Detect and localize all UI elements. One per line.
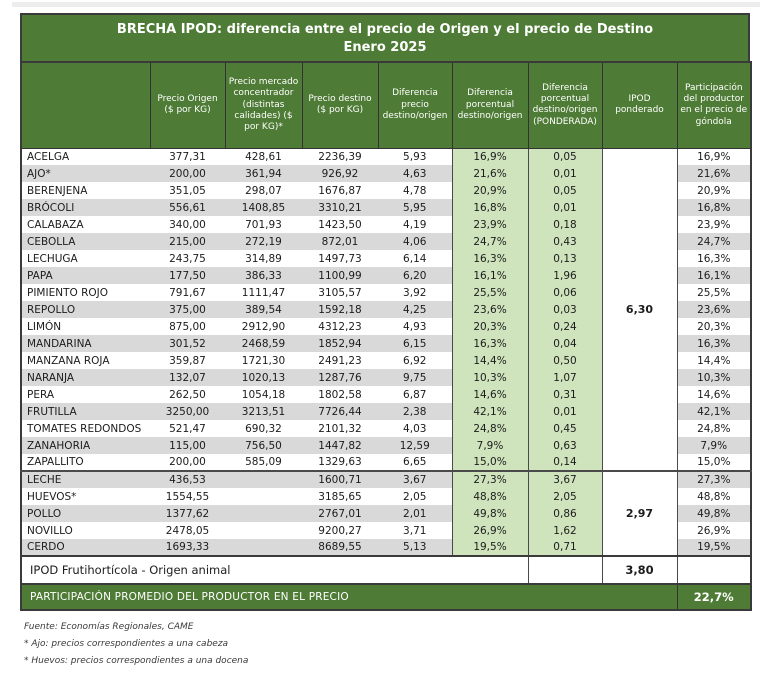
cell-dif-porcentual: 14,6% <box>452 386 528 403</box>
cell-precio-origen: 301,52 <box>150 335 225 352</box>
cell-dif-porcentual: 48,8% <box>452 488 528 505</box>
cell-product: HUEVOS* <box>27 490 77 503</box>
cell-precio-destino: 2101,32 <box>318 422 362 435</box>
cell-precio-origen: 177,50 <box>150 267 225 284</box>
cell-dif-porcentual: 27,3% <box>452 471 528 488</box>
cell-precio-destino: 2767,01 <box>302 505 378 522</box>
col-header-dif-porcentual: Diferencia porcentual destino/origen <box>452 62 528 148</box>
top-edge-strip <box>12 2 760 7</box>
cell-precio-destino: 7726,44 <box>302 403 378 420</box>
cell-dif-porcentual: 16,3% <box>452 335 528 352</box>
cell-precio-origen: 3250,00 <box>150 403 225 420</box>
cell-dif-ponderada: 0,13 <box>528 250 602 267</box>
cell-precio-mercado: 756,50 <box>225 437 302 454</box>
cell-participacion: 48,8% <box>677 488 751 505</box>
col-header-producto <box>21 62 150 148</box>
cell-precio-origen: 2478,05 <box>165 524 210 537</box>
cell-dif-precio: 4,03 <box>403 422 427 435</box>
cell-dif-ponderada: 0,24 <box>528 318 602 335</box>
cell-precio-destino: 1423,50 <box>318 218 362 231</box>
col-header-precio-origen: Precio Origen ($ por KG) <box>150 62 225 148</box>
cell-participacion: 20,3% <box>677 318 751 335</box>
table-row <box>21 471 751 488</box>
cell-precio-mercado <box>225 522 302 539</box>
cell-participacion: 16,3% <box>677 250 751 267</box>
cell-precio-origen: 1377,62 <box>150 505 225 522</box>
cell-dif-ponderada: 0,43 <box>528 233 602 250</box>
cell-dif-ponderada: 1,96 <box>528 267 602 284</box>
cell-product: FRUTILLA <box>21 403 150 420</box>
cell-participacion: 21,6% <box>677 165 751 182</box>
cell-precio-destino: 3185,65 <box>318 490 362 503</box>
participation-label: PARTICIPACIÓN PROMEDIO DEL PRODUCTOR EN EL PRECIO <box>21 584 677 610</box>
cell-dif-precio: 4,06 <box>378 233 452 250</box>
cell-product: LECHE <box>21 471 150 488</box>
cell-dif-ponderada: 0,05 <box>528 182 602 199</box>
cell-dif-precio: 2,38 <box>378 403 452 420</box>
cell-precio-destino: 1329,63 <box>318 456 362 468</box>
cell-precio-origen: 556,61 <box>150 199 225 216</box>
cell-participacion: 16,1% <box>677 267 751 284</box>
cell-precio-destino: 4312,23 <box>318 320 362 333</box>
table-row <box>21 148 751 165</box>
cell-product: CEBOLLA <box>21 233 150 250</box>
cell-product: BERENJENA <box>27 184 88 197</box>
cell-participacion: 20,9% <box>677 182 751 199</box>
cell-precio-origen: 132,07 <box>150 369 225 386</box>
cell-precio-mercado: 2912,90 <box>241 320 286 333</box>
ipod-summary-row <box>21 556 751 584</box>
cell-product: PAPA <box>21 267 150 284</box>
cell-precio-destino: 1447,82 <box>302 437 378 454</box>
cell-dif-ponderada: 3,67 <box>528 471 602 488</box>
cell-dif-precio: 6,92 <box>403 354 427 367</box>
cell-dif-porcentual: 15,0% <box>452 454 528 471</box>
cell-dif-precio: 6,14 <box>403 252 427 265</box>
cell-dif-ponderada: 0,01 <box>528 199 602 216</box>
table-footer-rows <box>21 556 751 610</box>
cell-dif-precio: 2,05 <box>403 490 427 503</box>
cell-precio-destino: 3105,57 <box>318 286 362 299</box>
cell-precio-mercado: 298,07 <box>245 184 282 197</box>
cell-dif-ponderada: 0,14 <box>528 454 602 471</box>
cell-precio-origen: 262,50 <box>169 388 206 401</box>
cell-dif-porcentual: 10,3% <box>452 369 528 386</box>
cell-dif-porcentual: 24,7% <box>452 233 528 250</box>
cell-participacion: 24,8% <box>677 420 751 437</box>
cell-dif-porcentual: 14,4% <box>452 352 528 369</box>
cell-dif-ponderada: 0,31 <box>528 386 602 403</box>
table-title <box>20 13 750 61</box>
col-header-dif-ponderada: Diferencia porcentual destino/origen (PONDERADA) <box>528 62 602 148</box>
cell-dif-ponderada: 0,04 <box>528 335 602 352</box>
cell-participacion: 15,0% <box>677 454 751 471</box>
cell-precio-mercado: 1054,18 <box>241 388 286 401</box>
cell-dif-porcentual: 42,1% <box>452 403 528 420</box>
cell-precio-mercado: 314,89 <box>245 252 282 265</box>
cell-dif-precio: 4,19 <box>403 218 427 231</box>
cell-dif-precio: 4,78 <box>403 184 427 197</box>
cell-precio-origen: 1693,33 <box>150 539 225 556</box>
cell-precio-mercado: 361,94 <box>225 165 302 182</box>
cell-precio-origen: 359,87 <box>169 354 206 367</box>
cell-precio-destino: 1676,87 <box>318 184 362 197</box>
cell-product: NARANJA <box>21 369 150 386</box>
cell-participacion: 23,9% <box>677 216 751 233</box>
cell-dif-precio: 6,20 <box>378 267 452 284</box>
cell-dif-ponderada: 1,07 <box>528 369 602 386</box>
ipod-report <box>20 13 750 670</box>
cell-participacion: 10,3% <box>677 369 751 386</box>
cell-dif-precio: 12,59 <box>378 437 452 454</box>
table-header <box>21 62 751 148</box>
cell-participacion: 19,5% <box>677 539 751 556</box>
cell-dif-ponderada: 0,45 <box>528 420 602 437</box>
cell-dif-ponderada: 0,71 <box>528 539 602 556</box>
cell-product: ZAPALLITO <box>27 456 84 468</box>
cell-dif-porcentual: 20,3% <box>452 318 528 335</box>
cell-precio-destino: 1287,76 <box>302 369 378 386</box>
cell-precio-mercado: 428,61 <box>245 150 282 163</box>
cell-dif-precio: 6,15 <box>378 335 452 352</box>
cell-product: ZANAHORIA <box>21 437 150 454</box>
cell-dif-precio: 6,65 <box>403 456 427 468</box>
cell-precio-mercado <box>225 505 302 522</box>
cell-precio-mercado: 1721,30 <box>241 354 286 367</box>
cell-dif-ponderada: 0,06 <box>528 284 602 301</box>
cell-dif-precio: 6,87 <box>403 388 427 401</box>
cell-dif-porcentual: 26,9% <box>452 522 528 539</box>
cell-precio-mercado <box>225 539 302 556</box>
cell-product: TOMATES REDONDOS <box>27 422 142 435</box>
cell-participacion: 16,8% <box>677 199 751 216</box>
cell-dif-ponderada: 0,86 <box>528 505 602 522</box>
footnote-ajo: * Ajo: precios correspondientes a una cabeza <box>24 639 229 649</box>
cell-product: LIMÓN <box>27 320 62 333</box>
cell-dif-precio: 4,63 <box>378 165 452 182</box>
cell-dif-porcentual: 24,8% <box>452 420 528 437</box>
cell-precio-origen: 377,31 <box>169 150 206 163</box>
cell-precio-origen: 115,00 <box>150 437 225 454</box>
cell-precio-origen: 340,00 <box>169 218 206 231</box>
cell-precio-destino: 1802,58 <box>318 388 362 401</box>
cell-participacion: 42,1% <box>677 403 751 420</box>
cell-dif-precio: 3,71 <box>403 524 427 537</box>
cell-precio-origen: 200,00 <box>169 456 206 468</box>
cell-precio-destino: 9200,27 <box>318 524 362 537</box>
cell-product: REPOLLO <box>21 301 150 318</box>
cell-dif-ponderada: 1,62 <box>528 522 602 539</box>
cell-dif-precio: 3,67 <box>378 471 452 488</box>
cell-precio-mercado: 1111,47 <box>241 286 286 299</box>
cell-product: PERA <box>27 388 55 401</box>
cell-participacion: 24,7% <box>677 233 751 250</box>
cell-precio-mercado: 585,09 <box>245 456 282 468</box>
ipod-frutihorticola-value: 6,30 <box>602 148 677 471</box>
cell-product: MANDARINA <box>21 335 150 352</box>
cell-dif-porcentual: 16,9% <box>452 148 528 165</box>
cell-dif-porcentual: 20,9% <box>452 182 528 199</box>
participation-bar <box>21 584 751 610</box>
table-body <box>21 148 751 556</box>
cell-product: BRÓCOLI <box>21 199 150 216</box>
cell-dif-precio: 2,01 <box>378 505 452 522</box>
cell-participacion: 27,3% <box>677 471 751 488</box>
cell-dif-precio: 9,75 <box>378 369 452 386</box>
cell-precio-mercado: 3213,51 <box>225 403 302 420</box>
cell-precio-mercado <box>225 471 302 488</box>
cell-dif-precio: 5,13 <box>378 539 452 556</box>
cell-precio-destino: 2491,23 <box>318 354 362 367</box>
cell-dif-porcentual: 21,6% <box>452 165 528 182</box>
cell-product: CERDO <box>21 539 150 556</box>
cell-precio-mercado: 272,19 <box>225 233 302 250</box>
cell-dif-porcentual: 7,9% <box>452 437 528 454</box>
col-header-precio-destino: Precio destino ($ por KG) <box>302 62 378 148</box>
cell-dif-precio: 5,93 <box>403 150 427 163</box>
cell-dif-precio: 5,95 <box>378 199 452 216</box>
cell-dif-porcentual: 16,8% <box>452 199 528 216</box>
ipod-summary-spacer <box>528 556 602 584</box>
cell-participacion: 7,9% <box>677 437 751 454</box>
cell-dif-ponderada: 2,05 <box>528 488 602 505</box>
cell-participacion: 14,6% <box>677 386 751 403</box>
cell-product: MANZANA ROJA <box>27 354 110 367</box>
title-line-1: BRECHA IPOD: diferencia entre el precio de Origen y el precio de Destino <box>116 22 654 37</box>
cell-dif-ponderada: 0,63 <box>528 437 602 454</box>
cell-precio-destino: 1592,18 <box>302 301 378 318</box>
cell-participacion: 25,5% <box>677 284 751 301</box>
cell-participacion: 23,6% <box>677 301 751 318</box>
cell-precio-mercado: 389,54 <box>225 301 302 318</box>
cell-precio-mercado: 386,33 <box>225 267 302 284</box>
cell-dif-porcentual: 49,8% <box>452 505 528 522</box>
cell-product: ACELGA <box>27 150 70 163</box>
cell-precio-mercado: 1408,85 <box>225 199 302 216</box>
footnote-huevos: * Huevos: precios correspondientes a una docena <box>24 656 249 666</box>
participation-value: 22,7% <box>677 584 751 610</box>
cell-participacion: 14,4% <box>677 352 751 369</box>
col-header-participacion: Participación del productor en el precio de góndola <box>677 62 751 148</box>
cell-dif-ponderada: 0,50 <box>528 352 602 369</box>
cell-participacion: 16,9% <box>677 148 751 165</box>
ipod-table <box>20 61 752 611</box>
cell-precio-mercado: 701,93 <box>245 218 282 231</box>
cell-dif-ponderada: 0,01 <box>528 165 602 182</box>
cell-precio-origen: 215,00 <box>150 233 225 250</box>
cell-dif-ponderada: 0,03 <box>528 301 602 318</box>
cell-dif-porcentual: 25,5% <box>452 284 528 301</box>
footnote-source: Fuente: Economías Regionales, CAME <box>24 622 194 632</box>
cell-dif-porcentual: 23,6% <box>452 301 528 318</box>
cell-precio-destino: 1497,73 <box>318 252 362 265</box>
cell-participacion: 49,8% <box>677 505 751 522</box>
cell-precio-destino: 872,01 <box>302 233 378 250</box>
cell-product: CALABAZA <box>27 218 84 231</box>
cell-precio-origen: 436,53 <box>150 471 225 488</box>
ipod-summary-spacer-right <box>677 556 751 584</box>
cell-precio-mercado: 1020,13 <box>225 369 302 386</box>
cell-precio-destino: 1600,71 <box>302 471 378 488</box>
cell-dif-precio: 4,25 <box>378 301 452 318</box>
cell-participacion: 26,9% <box>677 522 751 539</box>
cell-dif-porcentual: 19,5% <box>452 539 528 556</box>
col-header-precio-mercado: Precio mercado concentrador (distintas calidades) ($ por KG)* <box>225 62 302 148</box>
col-header-ipod-ponderado: IPOD ponderado <box>602 62 677 148</box>
footnotes <box>24 619 750 670</box>
ipod-summary-label: IPOD Frutihortícola - Origen animal <box>21 556 528 584</box>
cell-product: LECHUGA <box>27 252 78 265</box>
cell-precio-destino: 3310,21 <box>302 199 378 216</box>
cell-product: NOVILLO <box>27 524 73 537</box>
cell-precio-origen: 243,75 <box>169 252 206 265</box>
cell-precio-destino: 1852,94 <box>302 335 378 352</box>
cell-dif-precio: 3,92 <box>403 286 427 299</box>
cell-dif-porcentual: 23,9% <box>452 216 528 233</box>
cell-dif-porcentual: 16,3% <box>452 250 528 267</box>
cell-participacion: 16,3% <box>677 335 751 352</box>
cell-dif-ponderada: 0,01 <box>528 403 602 420</box>
cell-precio-destino: 926,92 <box>302 165 378 182</box>
cell-precio-destino: 2236,39 <box>318 150 362 163</box>
cell-dif-ponderada: 0,05 <box>528 148 602 165</box>
cell-precio-origen: 1554,55 <box>165 490 210 503</box>
title-line-2: Enero 2025 <box>343 40 427 55</box>
cell-precio-mercado <box>225 488 302 505</box>
cell-precio-destino: 8689,55 <box>302 539 378 556</box>
cell-precio-origen: 521,47 <box>169 422 206 435</box>
cell-dif-ponderada: 0,18 <box>528 216 602 233</box>
cell-precio-origen: 791,67 <box>169 286 206 299</box>
cell-precio-destino: 1100,99 <box>302 267 378 284</box>
ipod-general-value: 3,80 <box>602 556 677 584</box>
cell-precio-origen: 351,05 <box>169 184 206 197</box>
cell-dif-precio: 4,93 <box>403 320 427 333</box>
ipod-origen-animal-value: 2,97 <box>602 471 677 556</box>
cell-product: AJO* <box>21 165 150 182</box>
cell-precio-mercado: 2468,59 <box>225 335 302 352</box>
cell-dif-porcentual: 16,1% <box>452 267 528 284</box>
col-header-dif-precio: Diferencia precio destino/origen <box>378 62 452 148</box>
cell-precio-origen: 375,00 <box>150 301 225 318</box>
cell-product: PIMIENTO ROJO <box>27 286 109 299</box>
cell-precio-mercado: 690,32 <box>245 422 282 435</box>
cell-precio-origen: 200,00 <box>150 165 225 182</box>
cell-product: POLLO <box>21 505 150 522</box>
cell-precio-origen: 875,00 <box>169 320 206 333</box>
